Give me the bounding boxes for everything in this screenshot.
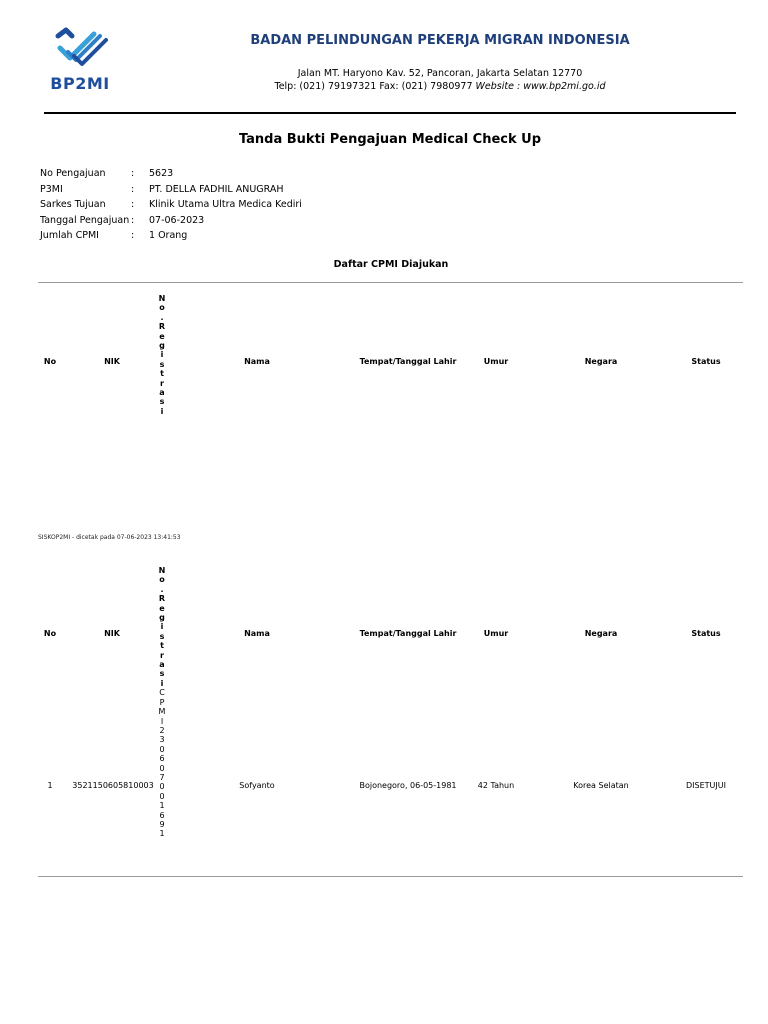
table-top-border bbox=[38, 282, 743, 283]
cell-no: 1 bbox=[47, 781, 53, 790]
info-separator: : bbox=[131, 183, 135, 195]
col-header-nik: NIK bbox=[104, 357, 120, 366]
col-header-umur: Umur bbox=[483, 357, 509, 366]
info-row-p3mi bbox=[40, 182, 440, 198]
address-line: Jalan MT. Haryono Kav. 52, Pancoran, Jakarta Selatan 12770 bbox=[297, 68, 583, 79]
document-title: Tanda Bukti Pengajuan Medical Check Up bbox=[238, 132, 542, 147]
cell-nik: 3521150605810003 bbox=[72, 781, 154, 790]
col-header-no-registrasi: N o . R e g i s t r a s i bbox=[158, 566, 166, 688]
info-separator: : bbox=[131, 199, 135, 210]
info-label: Tanggal Pengajuan bbox=[40, 214, 130, 226]
website-label: Website : bbox=[475, 81, 521, 92]
info-row-tanggal-pengajuan bbox=[40, 213, 440, 229]
logo-mark-icon bbox=[50, 26, 110, 74]
cell-negara: Korea Selatan bbox=[573, 781, 629, 790]
col-header-no: No bbox=[43, 629, 57, 638]
cell-no-registrasi: C P M I 2 3 0 6 0 7 0 0 1 6 9 1 bbox=[158, 688, 166, 839]
info-value: 1 Orang bbox=[149, 230, 188, 241]
website-link[interactable]: www.bp2mi.go.id bbox=[523, 81, 606, 92]
info-label: Sarkes Tujuan bbox=[40, 199, 106, 210]
contact-line bbox=[200, 80, 680, 93]
cell-umur: 42 Tahun bbox=[477, 781, 515, 790]
table-bottom-border bbox=[38, 876, 743, 877]
col-header-no: No bbox=[43, 357, 57, 366]
cell-status: DISETUJUI bbox=[686, 781, 726, 790]
info-separator: : bbox=[131, 214, 135, 226]
logo-text: BP2MI bbox=[50, 74, 110, 93]
col-header-nama: Nama bbox=[244, 357, 270, 366]
info-separator: : bbox=[131, 230, 135, 241]
info-row-no-pengajuan bbox=[40, 166, 440, 182]
col-header-negara: Negara bbox=[584, 629, 618, 638]
info-row-jumlah-cpmi bbox=[40, 228, 440, 244]
cell-nama: Sofyanto bbox=[239, 781, 275, 790]
header-divider bbox=[44, 112, 736, 114]
info-label: P3MI bbox=[40, 183, 63, 195]
col-header-ttl: Tempat/Tanggal Lahir bbox=[359, 629, 457, 638]
info-label: Jumlah CPMI bbox=[40, 230, 99, 241]
cell-ttl: Bojonegoro, 06-05-1981 bbox=[359, 781, 457, 790]
info-value: 5623 bbox=[149, 168, 174, 179]
col-header-nik: NIK bbox=[104, 629, 120, 638]
info-value: PT. DELLA FADHIL ANUGRAH bbox=[149, 183, 284, 195]
col-header-nama: Nama bbox=[244, 629, 270, 638]
organization-name: BADAN PELINDUNGAN PEKERJA MIGRAN INDONESIA bbox=[250, 33, 630, 48]
col-header-no-registrasi: N o . R e g i s t r a s i bbox=[158, 294, 166, 416]
info-value: Klinik Utama Ultra Medica Kediri bbox=[149, 199, 302, 210]
address-block bbox=[200, 67, 680, 93]
col-header-status: Status bbox=[691, 357, 721, 366]
info-row-sarkes-tujuan bbox=[40, 197, 440, 213]
col-header-negara: Negara bbox=[584, 357, 618, 366]
col-header-status: Status bbox=[691, 629, 721, 638]
info-separator: : bbox=[131, 168, 135, 179]
print-footer: SISKOP2MI - dicetak pada 07-06-2023 13:41:53 bbox=[38, 534, 181, 541]
col-header-ttl: Tempat/Tanggal Lahir bbox=[359, 357, 457, 366]
list-title: Daftar CPMI Diajukan bbox=[333, 259, 449, 270]
bp2mi-logo bbox=[44, 26, 116, 94]
col-header-umur: Umur bbox=[483, 629, 509, 638]
submission-info bbox=[40, 166, 440, 244]
info-value: 07-06-2023 bbox=[149, 214, 205, 226]
registrasi-stack bbox=[157, 566, 167, 839]
contact-phone-fax: Telp: (021) 79197321 Fax: (021) 7980977 bbox=[274, 81, 473, 92]
info-label: No Pengajuan bbox=[40, 168, 106, 179]
